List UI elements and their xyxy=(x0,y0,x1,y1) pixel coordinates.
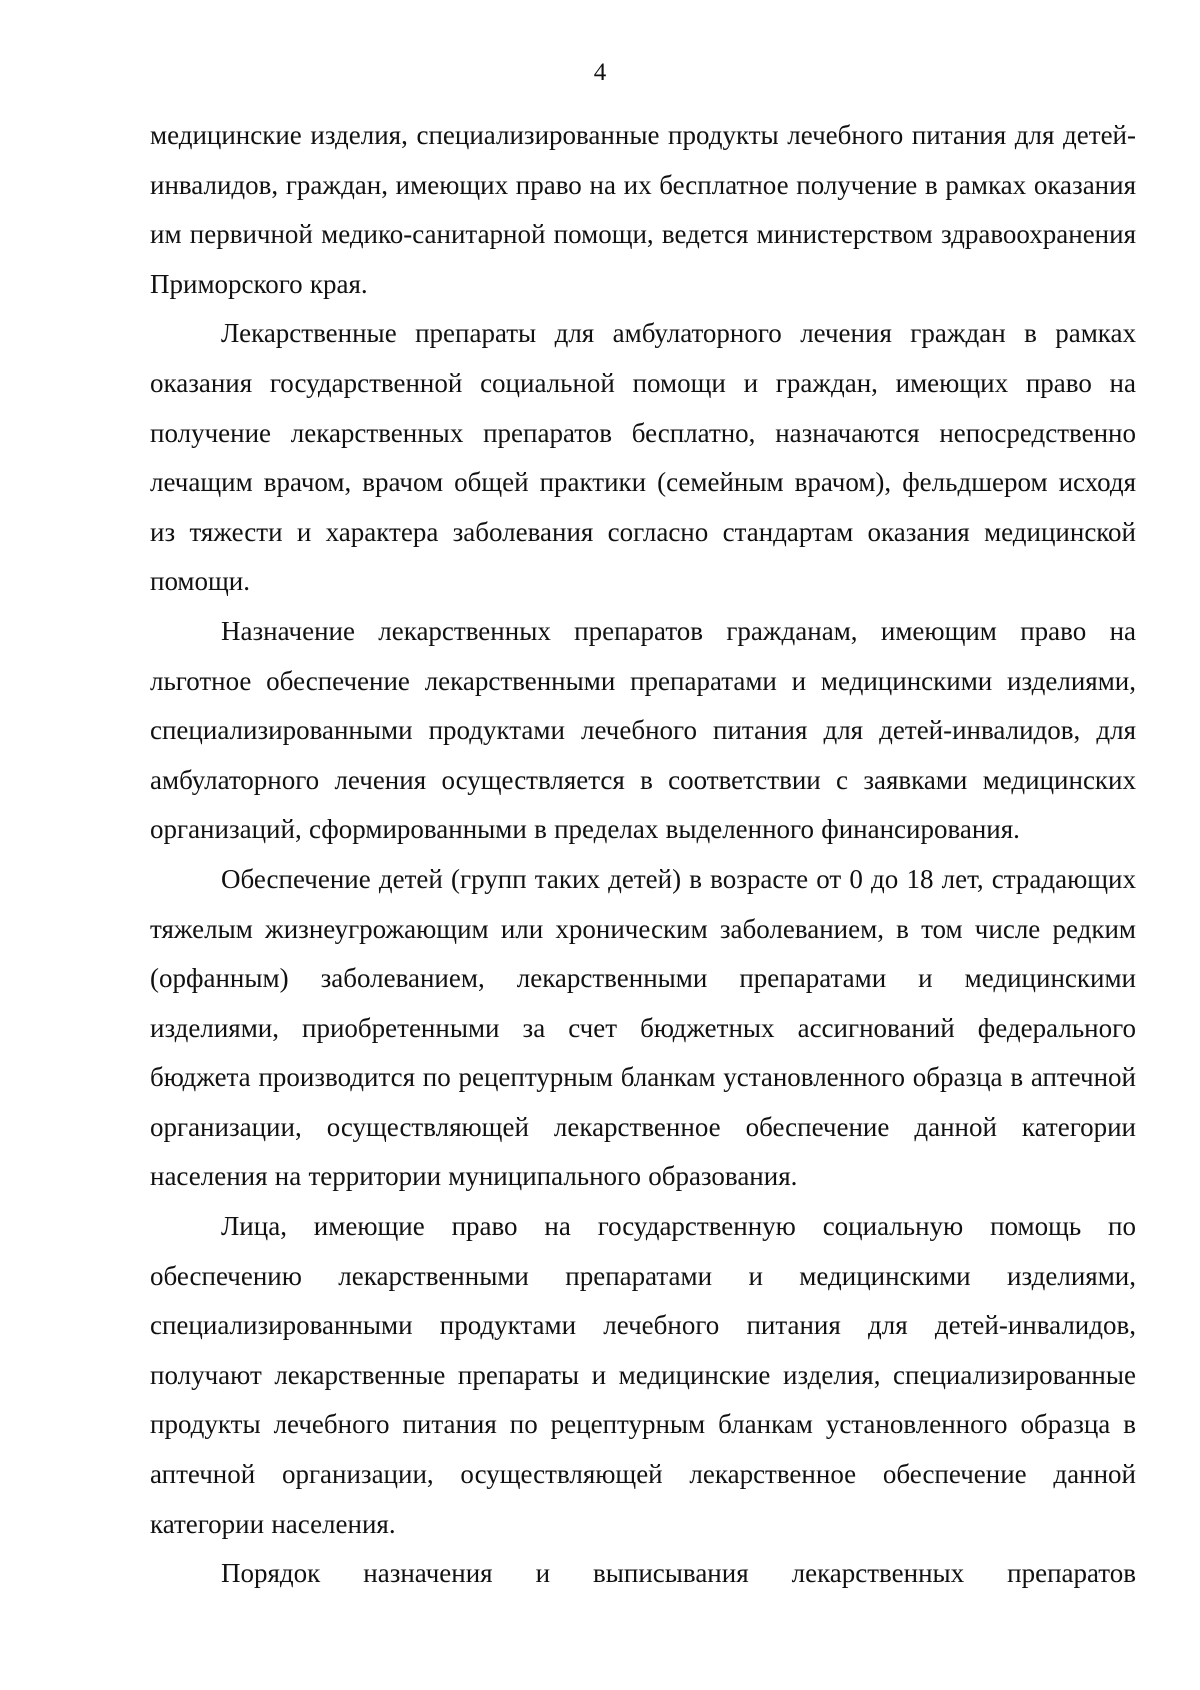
paragraph-children-provision: Обеспечение детей (групп таких детей) в возрасте от 0 до 18 лет, страдающих тяжелым жизнеугрожающим или хроническим заболеванием, в том числе редким (орфанным) заболеванием, лекарственными препаратами и медицинскими изделиями, приобретенными за счет бюджетных ассигнований федерального бюджета производится по рецептурным бланкам установленного образца в аптечной организации, осуществляющей лекарственное обеспечение данной категории населения на территории муниципального образования. xyxy=(150,863,1136,1192)
paragraph-prescription-assignment: Назначение лекарственных препаратов гражданам, имеющим право на льготное обеспечение лекарственными препаратами и медицинскими изделиями, специализированными продуктами лечебного питания для детей-инвалидов, для амбулаторного лечения осуществляется в соответствии с заявками медицинских организаций, сформированными в пределах выделенного финансирования. xyxy=(150,615,1136,845)
paragraph-social-assistance: Лица, имеющие право на государственную социальную помощь по обеспечению лекарственными препаратами и медицинскими изделиями, специализированными продуктами лечебного питания для детей-инвалидов, получают лекарственные препараты и медицинские изделия, специализированные продукты лечебного питания по рецептурным бланкам установленного образца в аптечной организации, осуществляющей лекарственное обеспечение данной категории населения. xyxy=(150,1211,1136,1539)
paragraph-procedure-start: Порядок назначения и выписывания лекарственных препаратов xyxy=(221,1558,1136,1589)
page-number: 4 xyxy=(593,59,607,86)
document-body xyxy=(150,111,1136,1599)
paragraph-continuation: медицинские изделия, специализированные продукты лечебного питания для детей-инвалидов, граждан, имеющих право на их бесплатное получение в рамках оказания им первичной медико-санитарной помощи, ведется министерством здравоохранения Приморского края. xyxy=(150,120,1136,299)
paragraph-outpatient-drugs: Лекарственные препараты для амбулаторного лечения граждан в рамках оказания государственной социальной помощи и граждан, имеющих право на получение лекарственных препаратов бесплатно, назначаются непосредственно лечащим врачом, врачом общей практики (семейным врачом), фельдшером исходя из тяжести и характера заболевания согласно стандартам оказания медицинской помощи. xyxy=(150,318,1136,597)
